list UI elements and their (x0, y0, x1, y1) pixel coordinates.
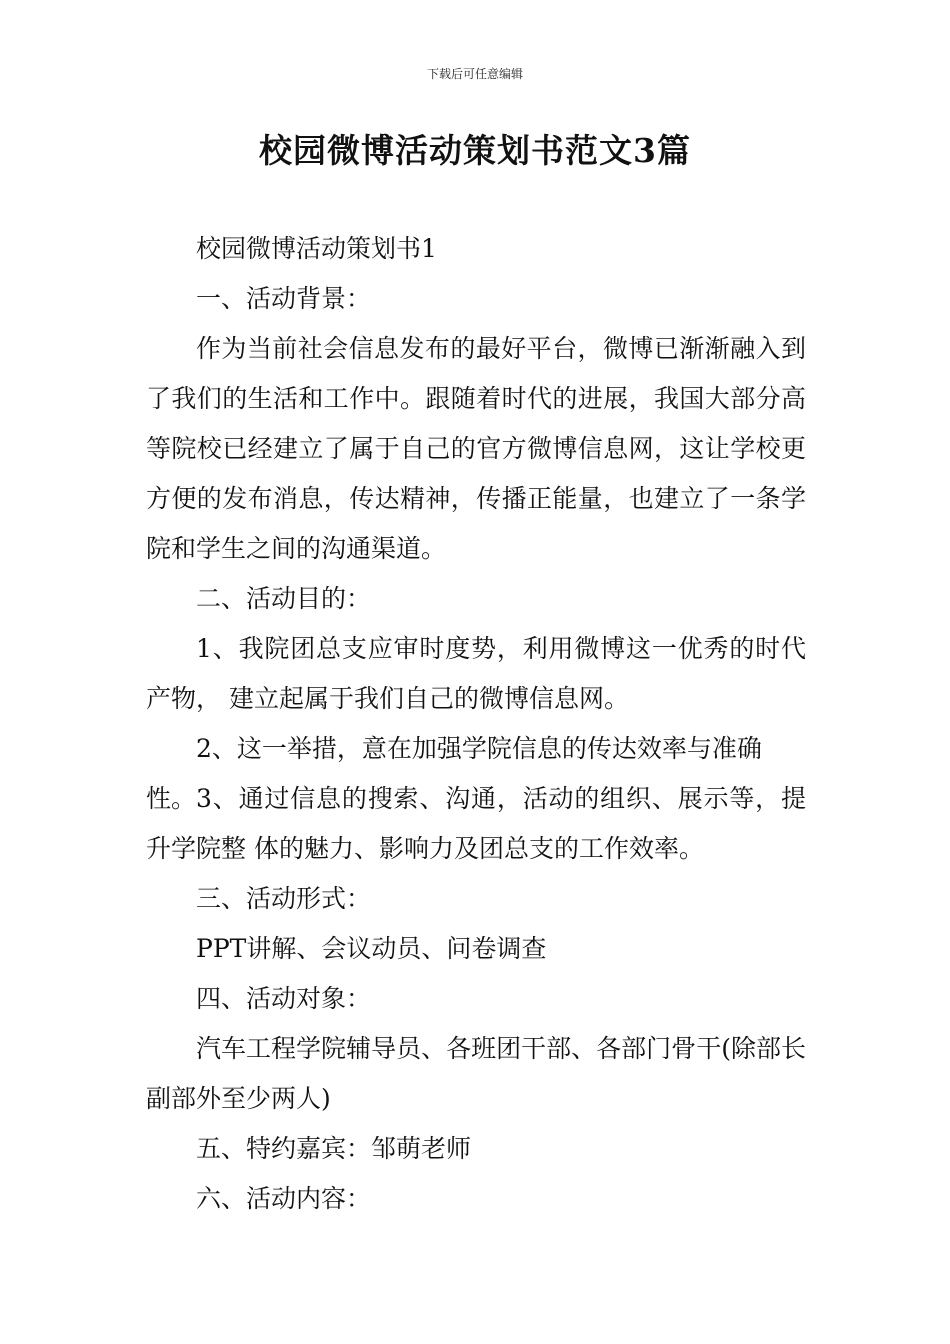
paragraph-background: 作为当前社会信息发布的最好平台，微博已渐渐融入到了我们的生活和工作中。跟随着时代的进展，我国大部分高等院校已经建立了属于自己的官方微博信息网，这让学校更方便的发布消息，传达精神，传播正能量，也建立了一条学院和学生之间的沟通渠道。 (146, 334, 806, 563)
paragraph-format: PPT讲解、会议动员、问卷调查 (196, 934, 547, 963)
paragraph-audience: 汽车工程学院辅导员、各班团干部、各部门骨干(除部长副部外至少两人) (146, 1034, 806, 1113)
paragraph-purpose-3: 3、通过信息的搜索、沟通，活动的组织、展示等，提升学院整 体的魅力、影响力及团总支的工作效率。 (146, 784, 806, 863)
section-heading-plan-1: 校园微博活动策划书1 (196, 234, 437, 263)
header-note: 下载后可任意编辑 (426, 67, 523, 81)
heading-audience: 四、活动对象： (196, 984, 372, 1013)
heading-purpose: 二、活动目的： (196, 584, 372, 613)
heading-content: 六、活动内容： (196, 1184, 372, 1213)
heading-background: 一、活动背景： (196, 284, 372, 313)
paragraph-purpose-2: 2、这一举措，意在加强学院信息的传达效率与准确性。 (146, 734, 762, 813)
heading-guest: 五、特约嘉宾：邹萌老师 (196, 1134, 472, 1163)
heading-format: 三、活动形式： (196, 884, 372, 913)
document-title: 校园微博活动策划书范文3篇 (259, 131, 691, 170)
paragraph-purpose-1: 1、我院团总支应审时度势，利用微博这一优秀的时代产物， 建立起属于我们自己的微博信息网。 (146, 634, 806, 713)
